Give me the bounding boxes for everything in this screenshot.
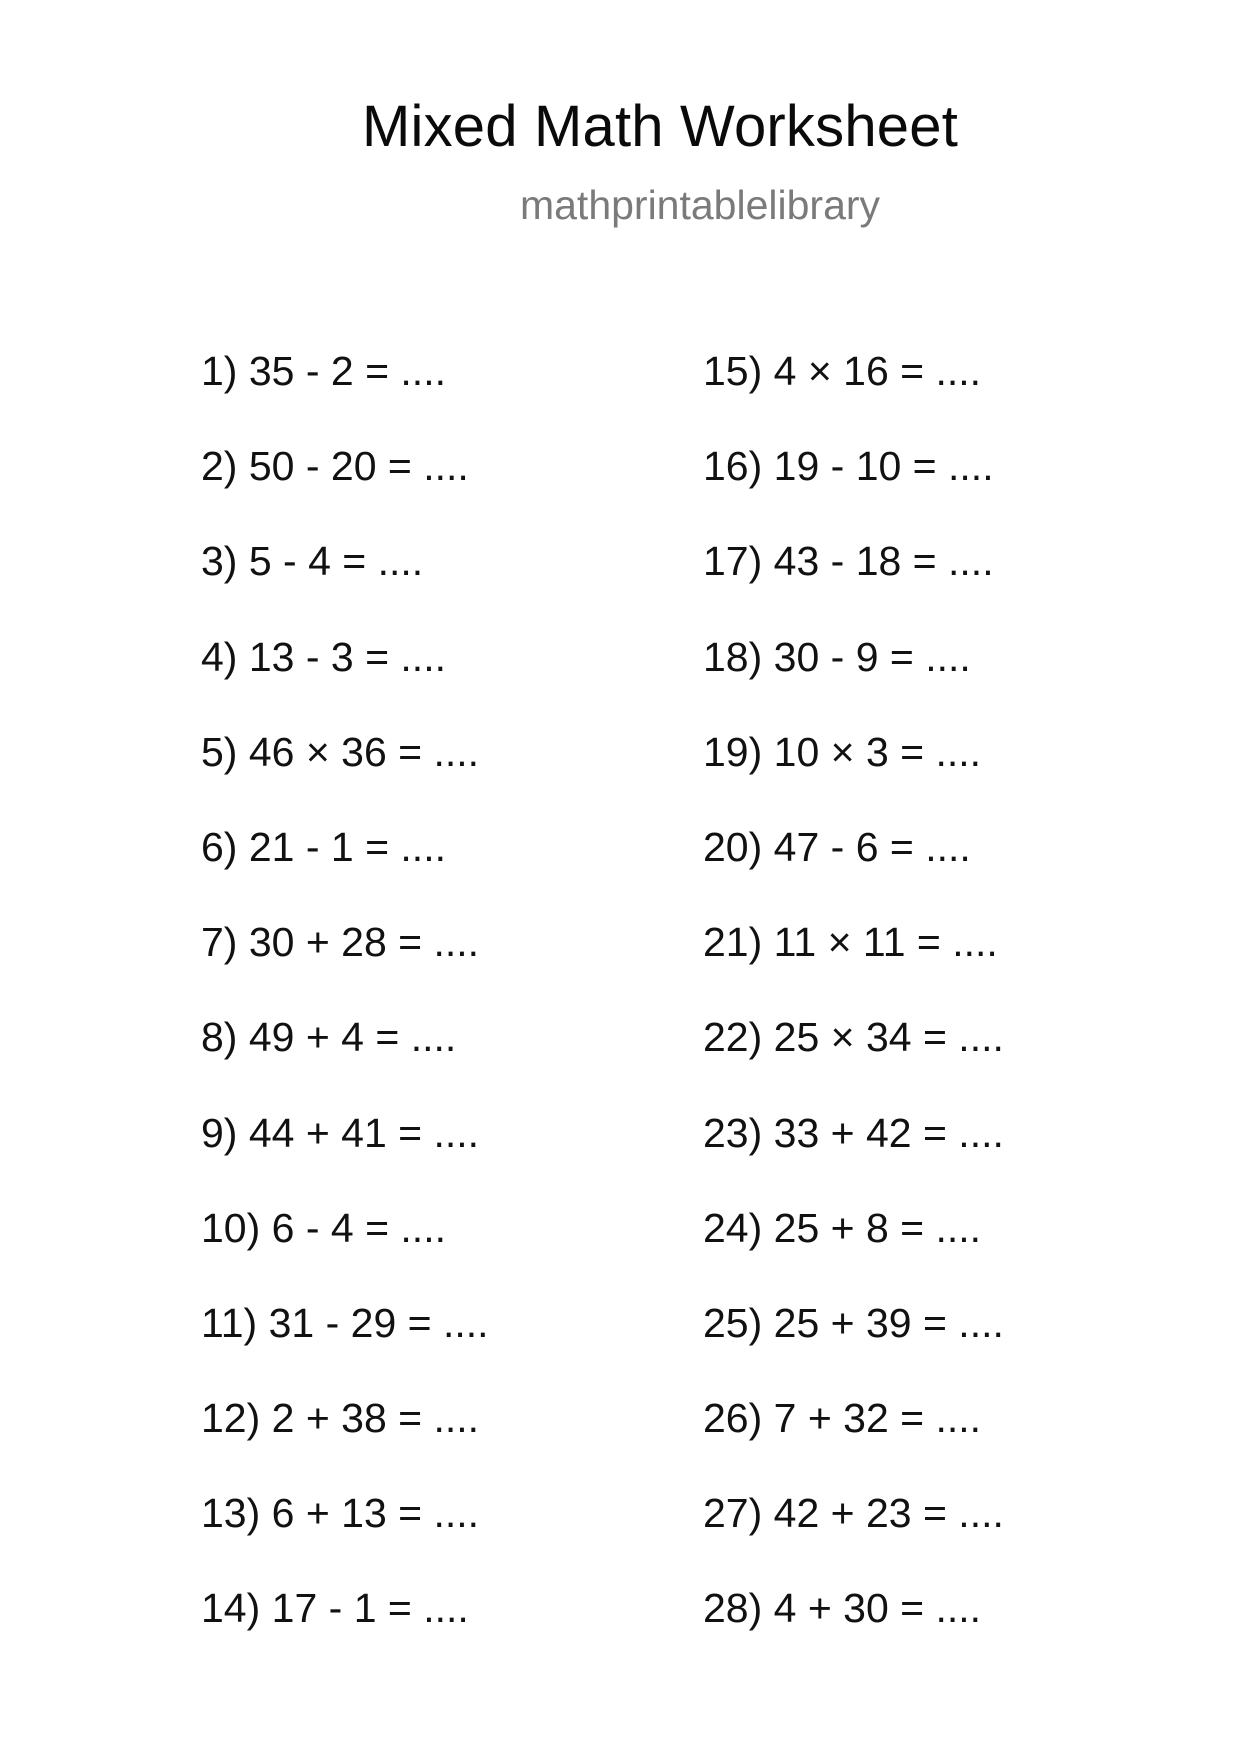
problem-item: 15) 4 × 16 = .... <box>703 348 982 394</box>
worksheet-title: Mixed Math Worksheet <box>361 94 959 159</box>
problem-item: 11) 31 - 29 = .... <box>201 1299 489 1346</box>
problem-column-left <box>201 348 661 1684</box>
problem-item: 2) 50 - 20 = .... <box>201 443 469 490</box>
problem-item: 27) 42 + 23 = .... <box>703 1490 1004 1537</box>
problem-item: 23) 33 + 42 = .... <box>703 1109 1004 1156</box>
problem-item: 24) 25 + 8 = .... <box>703 1204 982 1251</box>
problem-item: 25) 25 + 39 = .... <box>703 1299 1004 1346</box>
problem-item: 28) 4 + 30 = .... <box>703 1585 982 1632</box>
problem-item: 10) 6 - 4 = .... <box>201 1204 446 1251</box>
problem-item: 13) 6 + 13 = .... <box>201 1490 480 1537</box>
problem-item: 20) 47 - 6 = .... <box>703 823 971 870</box>
problem-item: 21) 11 × 11 = .... <box>703 919 998 966</box>
problem-item: 17) 43 - 18 = .... <box>703 538 994 585</box>
problem-item: 5) 46 × 36 = .... <box>201 728 480 775</box>
problem-item: 26) 7 + 32 = .... <box>703 1395 982 1442</box>
problem-item: 19) 10 × 3 = .... <box>703 728 982 775</box>
problem-item: 8) 49 + 4 = .... <box>201 1014 457 1061</box>
problem-column-right <box>703 348 1163 1684</box>
problem-item: 22) 25 × 34 = .... <box>703 1014 1004 1061</box>
problem-item: 6) 21 - 1 = .... <box>201 823 446 870</box>
problem-item: 3) 5 - 4 = .... <box>201 538 424 585</box>
worksheet-subtitle: mathprintablelibrary <box>519 182 881 228</box>
problem-item: 4) 13 - 3 = .... <box>201 633 446 680</box>
problem-item: 1) 35 - 2 = .... <box>201 348 446 394</box>
problem-item: 16) 19 - 10 = .... <box>703 443 994 490</box>
problem-item: 12) 2 + 38 = .... <box>201 1395 480 1442</box>
problem-item: 14) 17 - 1 = .... <box>201 1585 469 1632</box>
problem-item: 7) 30 + 28 = .... <box>201 919 480 966</box>
problem-item: 18) 30 - 9 = .... <box>703 633 971 680</box>
problem-item: 9) 44 + 41 = .... <box>201 1109 480 1156</box>
